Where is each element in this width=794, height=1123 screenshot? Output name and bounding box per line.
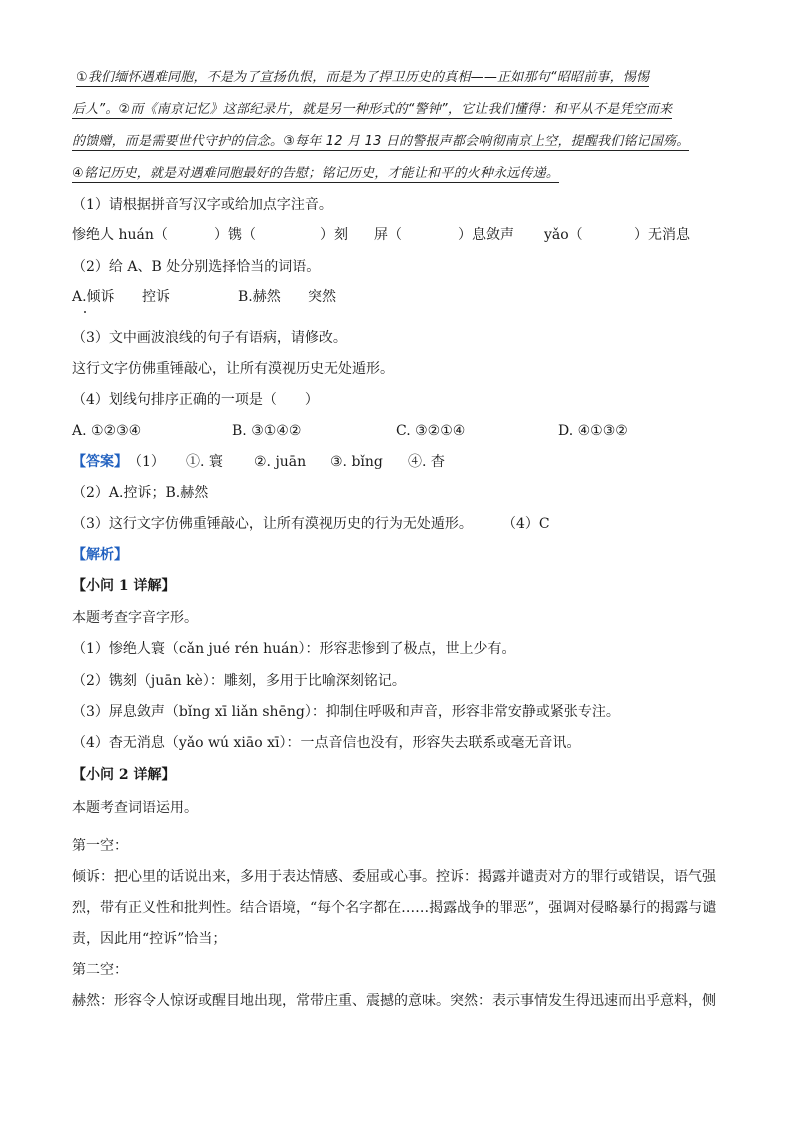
blank1-line-2: 烈，带有正义性和批判性。结合语境，“每个名字都在……揭露战争的罪恶”，强调对侵略暴行的揭露与谴: [72, 900, 717, 916]
sub2-title: 【小问 2 详解】: [72, 767, 176, 783]
passage-line-4: ④铭记历史，就是对遇难同胞最好的告慰；铭记历史，才能让和平的火种永远传递。: [72, 166, 560, 181]
q4-choice-a: A. ①②③④: [72, 423, 142, 439]
passage-line-3: 的馈赠，而是需要世代守护的信念。③每年 12 月 13 日的警报声都会响彻南京上空，提醒我们铭记国殇。: [72, 134, 690, 149]
q4-choice-c: C. ③②①④: [396, 423, 466, 439]
blank1-title: 第一空：: [72, 838, 128, 854]
q2-prompt: （2）给 A、B 处分别选择恰当的词语。: [72, 259, 321, 275]
sub1-title: 【小问 1 详解】: [72, 578, 176, 594]
passage-line-1: ①我们缅怀遇难同胞，不是为了宣扬仇恨，而是为了捍卫历史的真相——正如那句“昭昭前事，惕惕: [76, 70, 650, 85]
q2-option-a: A.倾诉: [72, 289, 115, 305]
q2-option-b2: 突然: [308, 289, 336, 305]
q4-prompt: （4）划线句排序正确的一项是（ ）: [72, 392, 319, 408]
q1-item-6: yǎo（: [544, 227, 583, 243]
answer-1-prefix: （1）: [128, 454, 165, 470]
answer-1-item-1: ①. 寰: [186, 454, 223, 470]
answer-3: （3）这行文字仿佛重锤敲心，让所有漠视历史的行为无处遁形。: [72, 516, 473, 532]
answer-2: （2）A.控诉；B.赫然: [72, 485, 209, 501]
sub1-line-4: （4）杳无消息（yǎo wú xiāo xī）：一点音信也没有，形容失去联系或毫无音讯。: [72, 735, 581, 751]
sub2-intro: 本题考查词语运用。: [72, 800, 198, 816]
blank2-line-1: 赫然：形容令人惊讶或醒目地出现，常带庄重、震撼的意味。突然：表示事情发生得迅速而出乎意料，侧: [72, 993, 716, 1009]
q1-prompt: （1）请根据拼音写汉字或给加点字注音。: [72, 197, 333, 213]
analysis-label: 【解析】: [72, 547, 128, 563]
blank1-line-3: 责，因此用“控诉”恰当；: [72, 931, 227, 947]
sub1-line-3: （3）屏息敛声（bǐng xī liǎn shēng）：抑制住呼吸和声音，形容非常安静或紧张专注。: [72, 704, 620, 720]
q1-item-1: 惨绝人 huán（: [72, 227, 168, 243]
answer-1-item-2: ②. juān: [254, 454, 307, 470]
q3-sentence: 这行文字仿佛重锤敲心，让所有漠视历史无处遁形。: [72, 361, 394, 377]
q1-item-7: ）无消息: [634, 227, 690, 243]
q4-choice-d: D. ④①③②: [558, 423, 628, 439]
answer-1-item-3: ③. bǐng: [330, 454, 383, 470]
q1-item-5: ）息敛声: [458, 227, 514, 243]
blank2-title: 第二空：: [72, 962, 128, 978]
passage-line-2: 后人”。②而《南京记忆》这部纪录片，就是另一种形式的“警钟”，它让我们懂得：和平从不是凭空而来: [72, 102, 673, 117]
stray-dot: [84, 311, 86, 313]
sub1-intro: 本题考查字音字形。: [72, 610, 198, 626]
q3-prompt: （3）文中画波浪线的句子有语病，请修改。: [72, 330, 347, 346]
q2-option-a2: 控诉: [142, 289, 170, 305]
q1-item-3: ）刻: [320, 227, 348, 243]
blank1-line-1: 倾诉：把心里的话说出来，多用于表达情感、委屈或心事。控诉：揭露并谴责对方的罪行或错误，语气强: [72, 869, 716, 885]
sub1-line-1: （1）惨绝人寰（cǎn jué rén huán）：形容悲惨到了极点，世上少有。: [72, 641, 516, 657]
q4-choice-b: B. ③①④②: [232, 423, 302, 439]
sub1-line-2: （2）镌刻（juān kè）：雕刻，多用于比喻深刻铭记。: [72, 673, 406, 689]
answer-1-item-4: ④. 杳: [408, 454, 445, 470]
answer-label: 【答案】: [72, 454, 128, 470]
q1-item-2: ）镌（: [214, 227, 256, 243]
q1-item-4: 屏（: [374, 227, 402, 243]
q2-option-b: B.赫然: [238, 289, 281, 305]
answer-4: （4）C: [502, 516, 550, 532]
